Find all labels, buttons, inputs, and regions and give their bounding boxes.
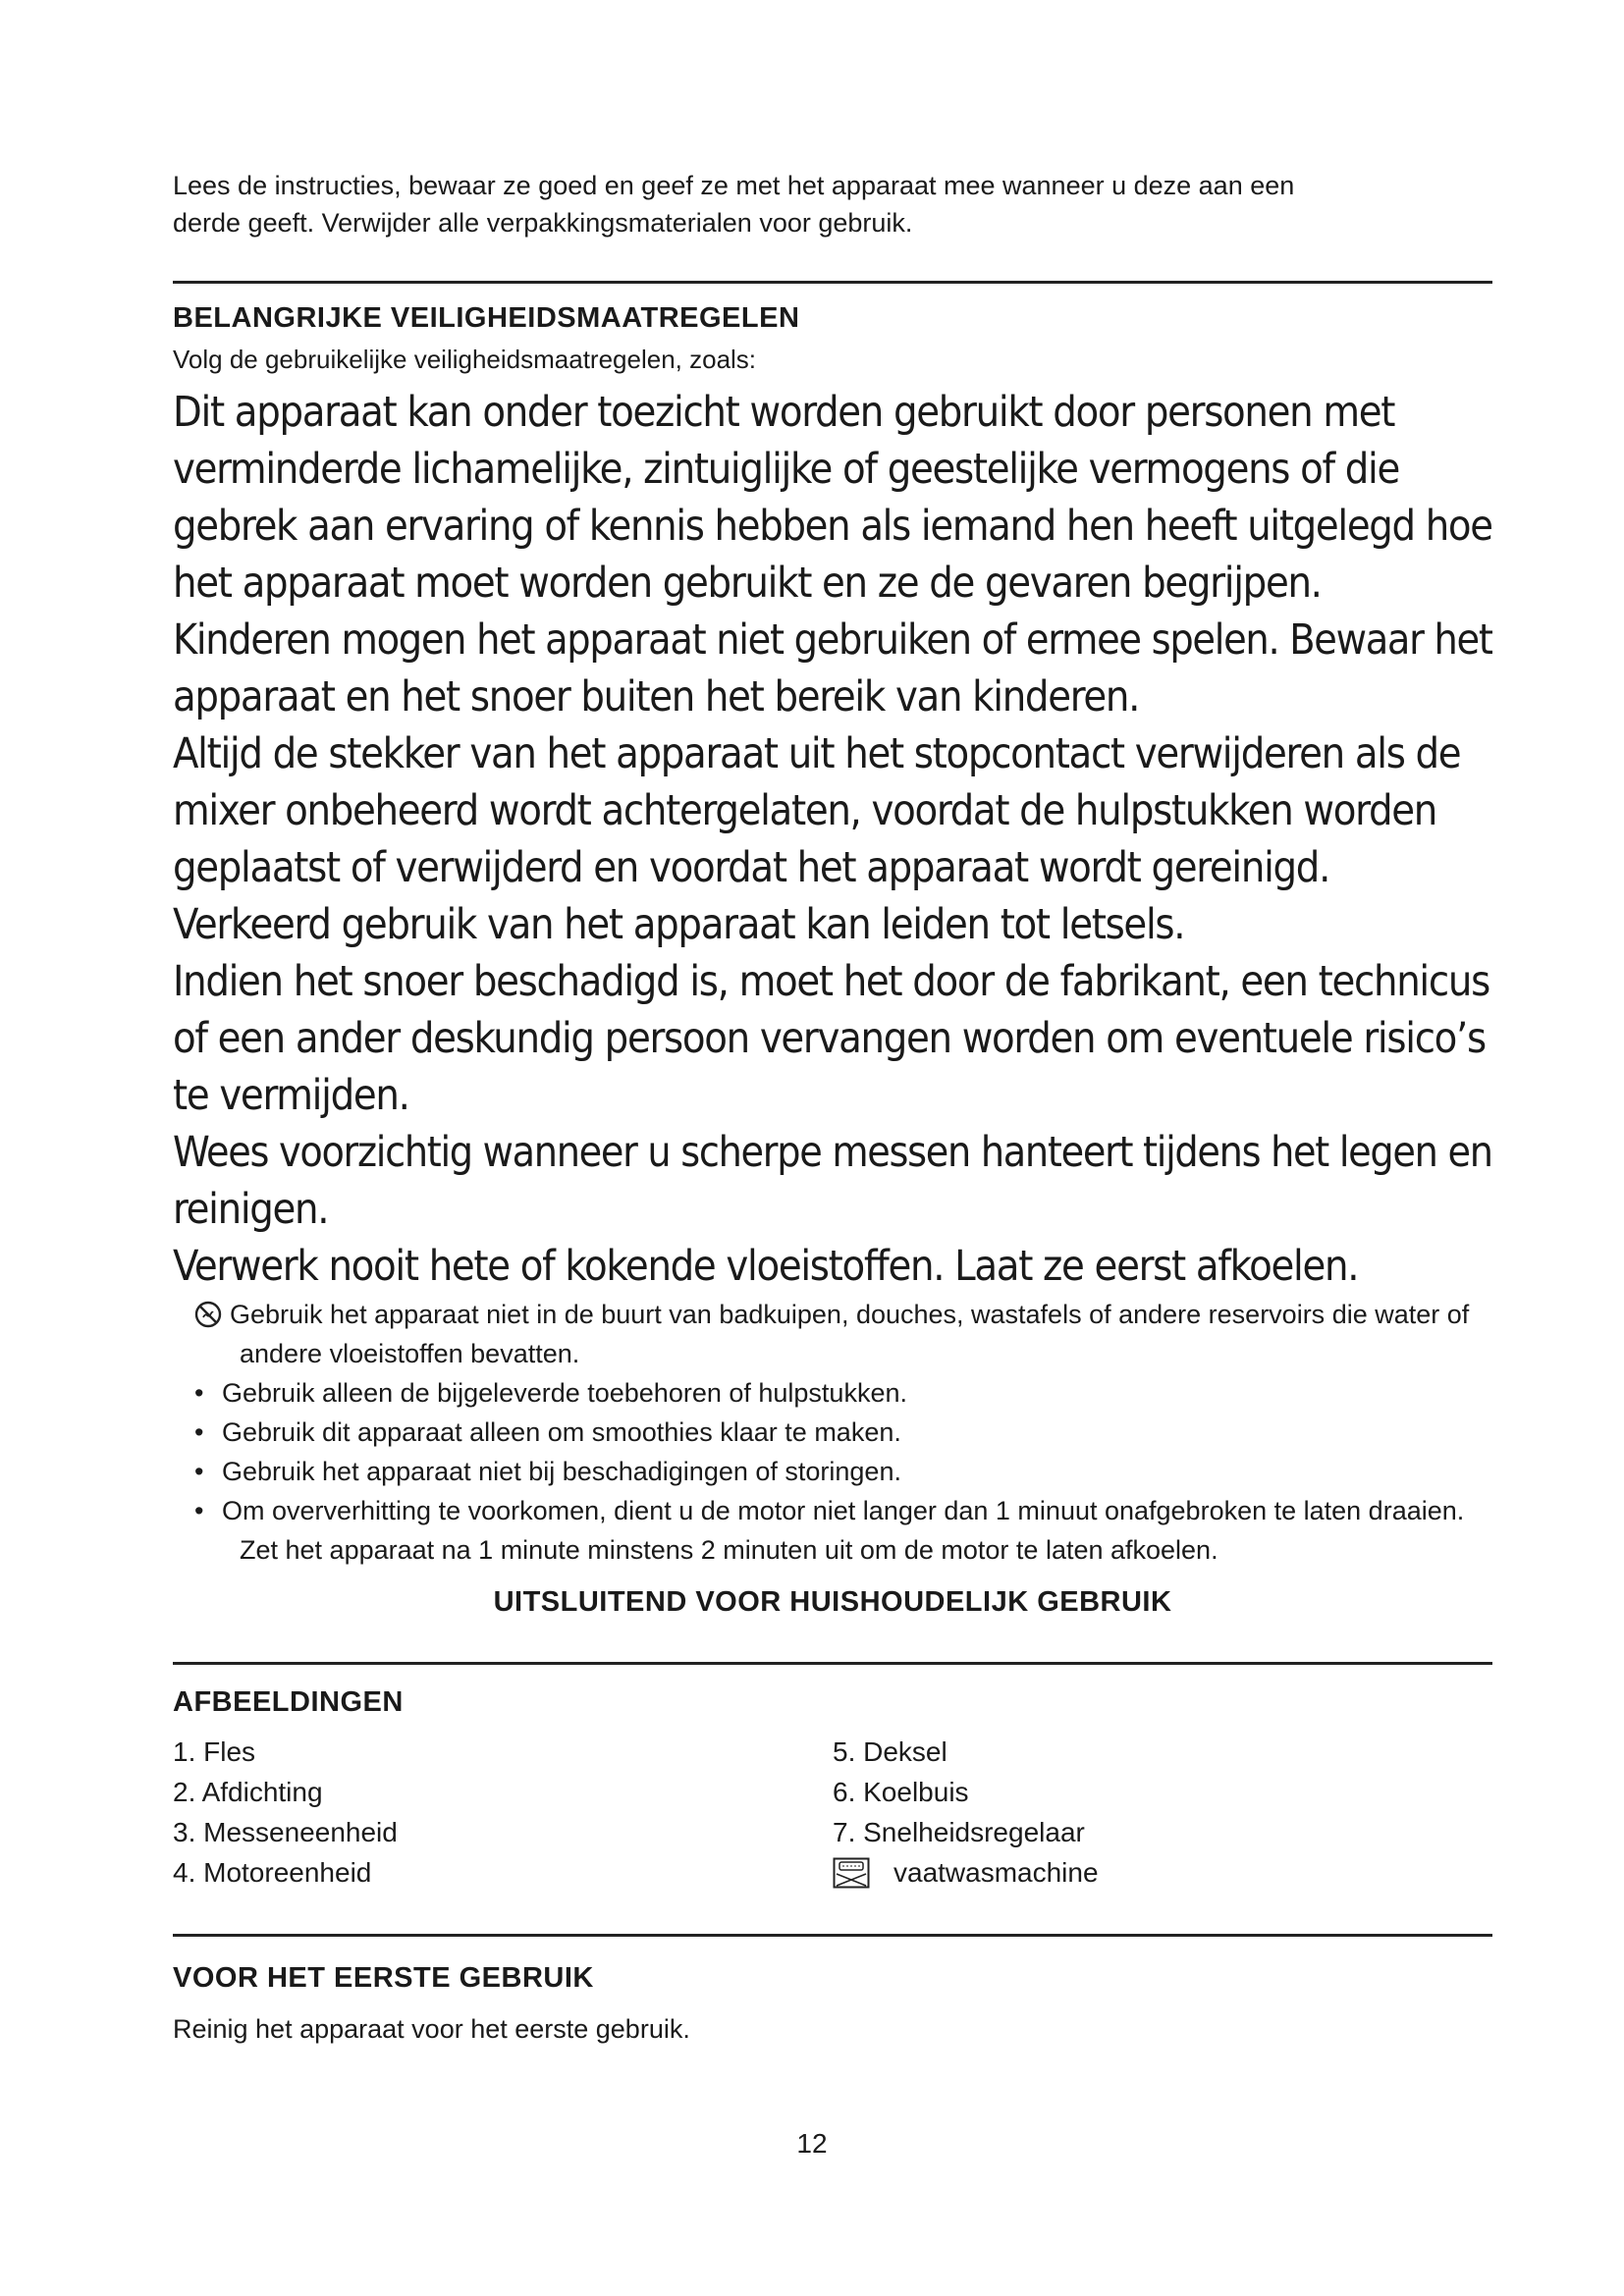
parts-list bbox=[173, 1732, 1492, 1893]
safety-heading: BELANGRIJKE VEILIGHEIDSMAATREGELEN bbox=[173, 302, 800, 334]
safety-line: of een ander deskundig persoon vervangen worden om eventuele risico’s bbox=[173, 1014, 1486, 1063]
safety-line: Altijd de stekker van het apparaat uit het stopcontact verwijderen als de bbox=[173, 729, 1461, 778]
safety-line: Verkeerd gebruik van het apparaat kan leiden tot letsels. bbox=[173, 900, 1185, 949]
safety-line: Dit apparaat kan onder toezicht worden gebruikt door personen met bbox=[173, 388, 1395, 437]
household-use-heading: UITSLUITEND VOOR HUISHOUDELIJK GEBRUIK bbox=[493, 1586, 1172, 1618]
first-use-heading: VOOR HET EERSTE GEBRUIK bbox=[173, 1962, 594, 1994]
list-item bbox=[173, 1295, 1492, 1373]
list-item: • Om oververhitting te voorkomen, dient u de motor niet langer dan 1 minuut onafgebroken te laten draaien. Zet het apparaat na 1 minute minstens 2 minuten uit om de motor te laten afkoelen. bbox=[173, 1491, 1492, 1570]
safety-line: Verwerk nooit hete of kokende vloeistoffen. Laat ze eerst afkoelen. bbox=[173, 1242, 1359, 1291]
list-item: • Gebruik dit apparaat alleen om smoothies klaar te maken. bbox=[173, 1413, 1492, 1452]
safety-line: het apparaat moet worden gebruikt en ze de gevaren begrijpen. bbox=[173, 559, 1322, 608]
part-item: 5. Deksel bbox=[833, 1736, 947, 1767]
section-divider bbox=[173, 281, 1492, 284]
part-item: 2. Afdichting bbox=[173, 1777, 323, 1807]
part-item: 1. Fles bbox=[173, 1736, 256, 1767]
section-divider bbox=[173, 1934, 1492, 1937]
dishwasher-icon bbox=[833, 1857, 870, 1889]
part-item: 3. Messeneenheid bbox=[173, 1817, 398, 1847]
bullet-icon: • bbox=[194, 1496, 204, 1525]
page-number: 12 bbox=[796, 2128, 828, 2159]
figures-heading: AFBEELDINGEN bbox=[173, 1686, 404, 1718]
part-item-dishwasher bbox=[833, 1852, 1492, 1893]
safety-line: reinigen. bbox=[173, 1185, 329, 1234]
dishwasher-label: vaatwasmachine bbox=[893, 1857, 1099, 1888]
safety-line: apparaat en het snoer buiten het bereik van kinderen. bbox=[173, 672, 1140, 721]
list-item: • Gebruik het apparaat niet bij beschadigingen of storingen. bbox=[173, 1452, 1492, 1491]
section-divider bbox=[173, 1662, 1492, 1665]
safety-line: mixer onbeheerd wordt achtergelaten, voordat de hulpstukken worden bbox=[173, 786, 1436, 835]
parts-column-right bbox=[833, 1732, 1492, 1893]
water-warning-text: Gebruik het apparaat niet in de buurt van badkuipen, douches, wastafels of andere reservoirs die water of andere vloeistoffen bevatten. bbox=[230, 1300, 1470, 1368]
safety-line: Kinderen mogen het apparaat niet gebruiken of ermee spelen. Bewaar het bbox=[173, 615, 1492, 665]
safety-line: verminderde lichamelijke, zintuiglijke of geestelijke vermogens of die bbox=[173, 445, 1400, 494]
parts-column-left bbox=[173, 1732, 833, 1893]
part-item: 4. Motoreenheid bbox=[173, 1857, 372, 1888]
intro-line-1: Lees de instructies, bewaar ze goed en geef ze met het apparaat mee wanneer u deze aan een bbox=[173, 171, 1295, 200]
list-item: • Gebruik alleen de bijgeleverde toebehoren of hulpstukken. bbox=[173, 1373, 1492, 1413]
safety-subheading: Volg de gebruikelijke veiligheidsmaatregelen, zoals: bbox=[173, 345, 757, 374]
part-item: 6. Koelbuis bbox=[833, 1777, 969, 1807]
bullet-icon: • bbox=[194, 1417, 204, 1447]
bullet-icon: • bbox=[194, 1378, 204, 1408]
safety-line: Indien het snoer beschadigd is, moet het door de fabrikant, een technicus bbox=[173, 957, 1489, 1006]
no-water-icon bbox=[194, 1301, 222, 1328]
safety-large-text bbox=[173, 384, 1492, 1295]
bullet-icon: • bbox=[194, 1457, 204, 1486]
manual-page bbox=[173, 167, 1492, 2049]
safety-line: Wees voorzichtig wanneer u scherpe messen hanteert tijdens het legen en bbox=[173, 1128, 1492, 1177]
safety-line: geplaatst of verwijderd en voordat het apparaat wordt gereinigd. bbox=[173, 843, 1330, 892]
intro-text bbox=[173, 167, 1492, 241]
intro-line-2: derde geeft. Verwijder alle verpakkingsmaterialen voor gebruik. bbox=[173, 208, 913, 238]
safety-line: te vermijden. bbox=[173, 1071, 409, 1120]
safety-list bbox=[173, 1295, 1492, 1570]
first-use-text: Reinig het apparaat voor het eerste gebruik. bbox=[173, 2014, 690, 2044]
safety-line: gebrek aan ervaring of kennis hebben als iemand hen heeft uitgelegd hoe bbox=[173, 502, 1492, 551]
part-item: 7. Snelheidsregelaar bbox=[833, 1817, 1085, 1847]
